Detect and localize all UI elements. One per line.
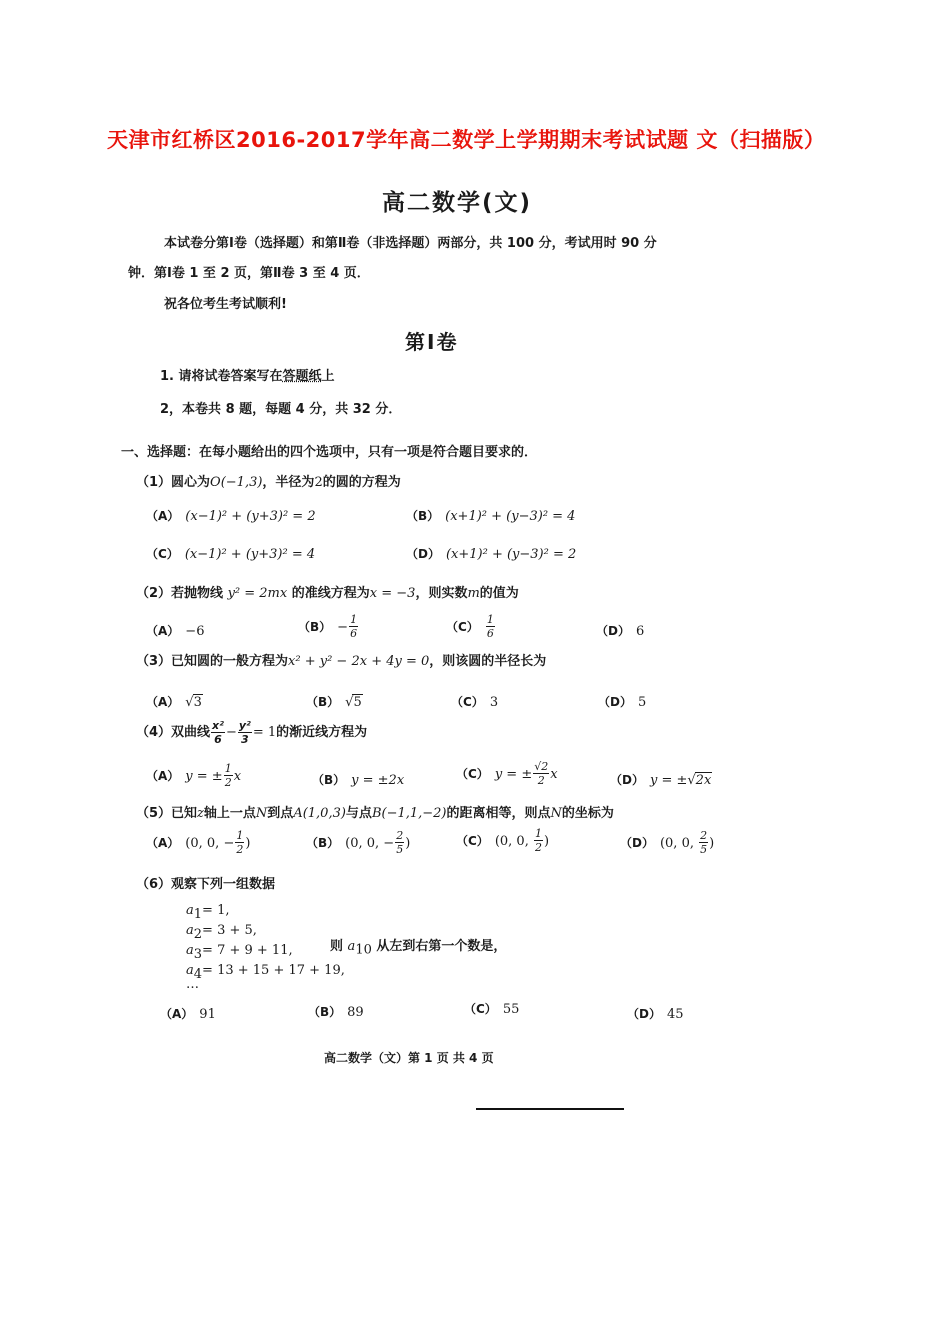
scan-artifact-line: [476, 1108, 624, 1110]
q5-option-d[interactable]: （D） (0, 0, $\frac{2}{5}$ ): [620, 829, 715, 856]
q4-option-b[interactable]: （B） y = ±2x: [312, 773, 405, 788]
intro-line-2: 钟．第Ⅰ卷 1 至 2 页，第Ⅱ卷 3 至 4 页．: [128, 266, 370, 281]
q3-option-d[interactable]: （D） 5: [598, 695, 647, 710]
q6-stem: （6）观察下列一组数据: [136, 877, 276, 892]
q4-option-c[interactable]: （C） y = ± $\frac{√2}{2}$ x: [456, 760, 558, 787]
q6-option-c[interactable]: （C） 55: [464, 1002, 520, 1017]
q1-option-b[interactable]: （B） (x+1)² + (y−3)² = 4: [406, 509, 576, 524]
q6-option-d[interactable]: （D） 45: [627, 1007, 684, 1022]
q5-option-c[interactable]: （C） (0, 0, $\frac{1}{2}$ ): [456, 827, 550, 854]
q6-ellipsis: …: [186, 977, 199, 992]
exam-title: 高二数学(文): [382, 190, 533, 216]
q6-line-a1: $a_1= 1$,: [186, 903, 230, 923]
q3-stem: （3）已知圆的一般方程为x² + y² − 2x + 4y = 0，则该圆的半径长为: [136, 654, 547, 669]
q1-option-a[interactable]: （A） (x−1)² + (y+3)² = 2: [146, 509, 316, 524]
intro-line-1: 本试卷分第Ⅰ卷（选择题）和第Ⅱ卷（非选择题）两部分，共 100 分，考试用时 90 分: [164, 236, 657, 251]
page-title: 天津市红桥区2016-2017学年高二数学上学期期末考试试题 文（扫描版）: [107, 128, 826, 152]
q2-c-fraction: $\frac{1}{6}$: [486, 613, 494, 640]
q2-stem: （2）若抛物线 y² = 2mx 的准线方程为x = −3，则实数m的值为: [136, 586, 519, 601]
q6-side-text: 则 $a_{10}$ 从左到右第一个数是，: [330, 939, 507, 958]
q6-option-b[interactable]: （B） 89: [308, 1005, 364, 1020]
q6-line-a3: $a_3= 7 + 9 + 11$,: [186, 943, 293, 963]
q1-stem: （1）圆心为O(−1,3)，半径为2的圆的方程为: [136, 475, 401, 490]
q2-option-d[interactable]: （D） 6: [596, 624, 645, 639]
q5-option-a[interactable]: （A） (0, 0, − $\frac{1}{2}$ ): [146, 829, 251, 856]
q6-line-a4: $a_4= 13 + 15 + 17 + 19$,: [186, 963, 345, 983]
q1-option-d[interactable]: （D） (x+1)² + (y−3)² = 2: [406, 547, 577, 562]
note-2: 2，本卷共 8 题，每题 4 分，共 32 分．: [160, 402, 402, 417]
q1-option-c[interactable]: （C） (x−1)² + (y+3)² = 4: [146, 547, 316, 562]
q2-option-c[interactable]: （C） $\frac{1}{6}$: [446, 613, 494, 640]
page-footer: 高二数学（文）第 1 页 共 4 页: [324, 1051, 494, 1065]
q2-b-fraction: $\frac{1}{6}$: [350, 613, 358, 640]
section-title: 第Ⅰ卷: [405, 330, 459, 354]
q5-stem: （5）已知z轴上一点N到点A(1,0,3)与点B(−1,1,−2)的距离相等，则点N的坐标为: [136, 806, 614, 821]
q4-option-d[interactable]: （D） y = ±√2x: [610, 773, 712, 788]
q2-option-a[interactable]: （A） −6: [146, 624, 205, 639]
q5-option-b[interactable]: （B） (0, 0, − $\frac{2}{5}$ ): [306, 829, 411, 856]
part-heading: 一、选择题：在每小题给出的四个选项中，只有一项是符合题目要求的．: [121, 445, 538, 460]
q6-line-a2: $a_2= 3 + 5$,: [186, 923, 257, 943]
note-1: 1. 请将试卷答案写在答题纸上: [160, 369, 335, 384]
q3-option-a[interactable]: （A） √3: [146, 695, 202, 710]
q2-option-b[interactable]: （B） − $\frac{1}{6}$: [298, 613, 358, 640]
q3-option-c[interactable]: （C） 3: [451, 695, 499, 710]
q6-option-a[interactable]: （A） 91: [160, 1007, 216, 1022]
q4-stem: （4）双曲线 $\frac{\text{x²}}{6}$ − $\frac{\text{y²}}{3}$ = 1的渐近线方程为: [136, 719, 368, 746]
intro-wish: 祝各位考生考试顺利!: [164, 297, 287, 312]
q3-option-b[interactable]: （B） √5: [306, 695, 362, 710]
q4-option-a[interactable]: （A） y = ± $\frac{1}{2}$ x: [146, 762, 242, 789]
